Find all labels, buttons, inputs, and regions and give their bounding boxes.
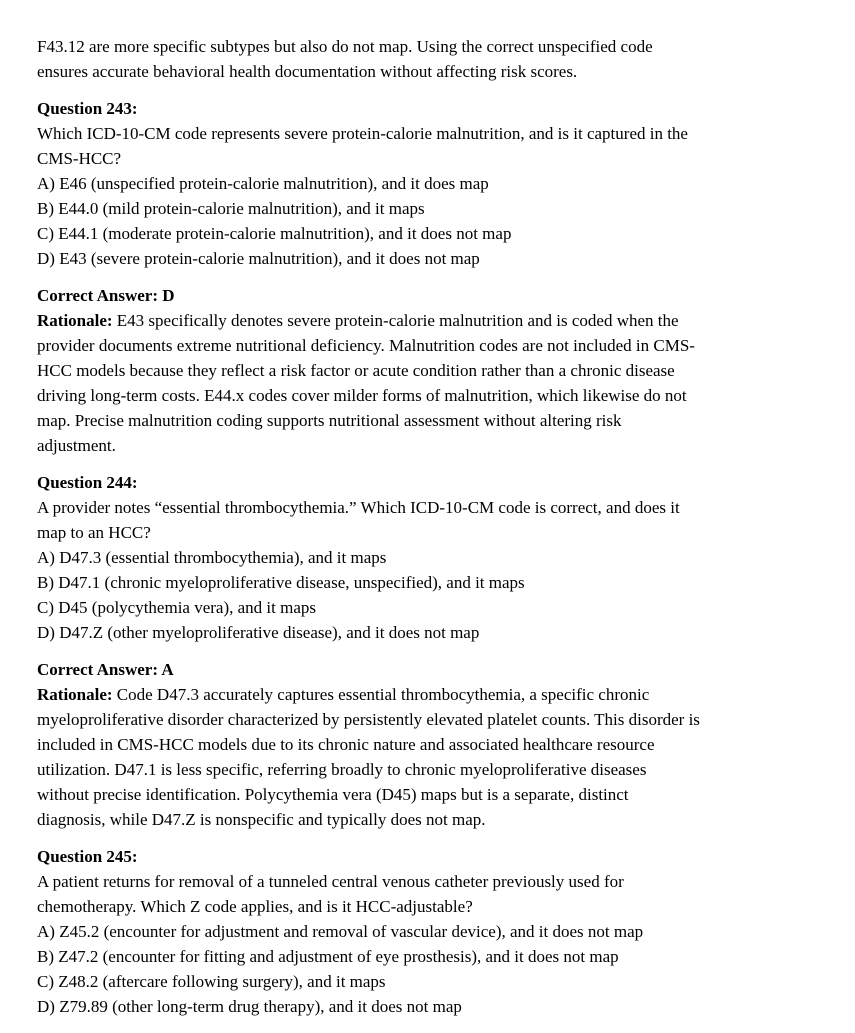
question-244-option-b: B) D47.1 (chronic myeloproliferative disease, unspecified), and it maps (37, 573, 525, 592)
answer-244-rationale-line: included in CMS-HCC models due to its chronic nature and associated healthcare resource (37, 735, 655, 754)
question-243-option-d: D) E43 (severe protein-calorie malnutrition), and it does not map (37, 249, 480, 268)
question-245-heading: Question 245: (37, 847, 138, 866)
rationale-text: E43 specifically denotes severe protein-calorie malnutrition and is coded when the (116, 311, 679, 330)
question-244-prompt-line: A provider notes “essential thrombocythemia.” Which ICD-10-CM code is correct, and does it (37, 498, 680, 517)
intro-paragraph (37, 34, 835, 84)
question-244-prompt-line: map to an HCC? (37, 523, 151, 542)
answer-243 (37, 283, 835, 458)
question-243-option-c: C) E44.1 (moderate protein-calorie malnutrition), and it does not map (37, 224, 512, 243)
question-243-prompt-line: Which ICD-10-CM code represents severe protein-calorie malnutrition, and is it captured in the (37, 124, 688, 143)
rationale-label: Rationale: (37, 685, 113, 704)
intro-line: ensures accurate behavioral health documentation without affecting risk scores. (37, 62, 578, 81)
question-244-heading: Question 244: (37, 473, 138, 492)
rationale-text: Code D47.3 accurately captures essential thrombocythemia, a specific chronic (116, 685, 650, 704)
answer-244-rationale-line: myeloproliferative disorder characterized by persistently elevated platelet counts. This disorder is (37, 710, 700, 729)
rationale-label: Rationale: (37, 311, 113, 330)
answer-243-rationale-line (37, 308, 835, 333)
answer-243-rationale-line: adjustment. (37, 436, 116, 455)
question-244 (37, 470, 835, 645)
answer-244-rationale-line (37, 682, 835, 707)
question-245-option-d: D) Z79.89 (other long-term drug therapy), and it does not map (37, 997, 462, 1016)
answer-243-rationale-line: provider documents extreme nutritional deficiency. Malnutrition codes are not included in CMS- (37, 336, 695, 355)
question-245-prompt-line: chemotherapy. Which Z code applies, and is it HCC-adjustable? (37, 897, 473, 916)
question-245-option-a: A) Z45.2 (encounter for adjustment and removal of vascular device), and it does not map (37, 922, 644, 941)
answer-244-rationale-line: utilization. D47.1 is less specific, referring broadly to chronic myeloproliferative diseases (37, 760, 647, 779)
question-245 (37, 844, 835, 1019)
answer-244 (37, 657, 835, 832)
answer-243-rationale-line: map. Precise malnutrition coding supports nutritional assessment without altering risk (37, 411, 622, 430)
question-244-option-d: D) D47.Z (other myeloproliferative disease), and it does not map (37, 623, 480, 642)
question-244-option-c: C) D45 (polycythemia vera), and it maps (37, 598, 317, 617)
answer-244-rationale-line: without precise identification. Polycythemia vera (D45) maps but is a separate, distinct (37, 785, 629, 804)
question-243-heading: Question 243: (37, 99, 138, 118)
question-245-option-b: B) Z47.2 (encounter for fitting and adjustment of eye prosthesis), and it does not map (37, 947, 619, 966)
question-244-option-a: A) D47.3 (essential thrombocythemia), and it maps (37, 548, 387, 567)
question-245-prompt-line: A patient returns for removal of a tunneled central venous catheter previously used for (37, 872, 624, 891)
question-243 (37, 96, 835, 271)
question-243-prompt-line: CMS-HCC? (37, 149, 122, 168)
question-243-option-b: B) E44.0 (mild protein-calorie malnutrition), and it maps (37, 199, 425, 218)
answer-243-rationale-line: driving long-term costs. E44.x codes cover milder forms of malnutrition, which likewise do not (37, 386, 687, 405)
intro-line: F43.12 are more specific subtypes but also do not map. Using the correct unspecified code (37, 37, 653, 56)
question-245-option-c: C) Z48.2 (aftercare following surgery), and it maps (37, 972, 386, 991)
answer-243-correct-answer: Correct Answer: D (37, 286, 175, 305)
answer-244-rationale-line: diagnosis, while D47.Z is nonspecific and typically does not map. (37, 810, 486, 829)
answer-243-rationale-line: HCC models because they reflect a risk factor or acute condition rather than a chronic disease (37, 361, 675, 380)
answer-244-correct-answer: Correct Answer: A (37, 660, 174, 679)
question-243-option-a: A) E46 (unspecified protein-calorie malnutrition), and it does map (37, 174, 489, 193)
